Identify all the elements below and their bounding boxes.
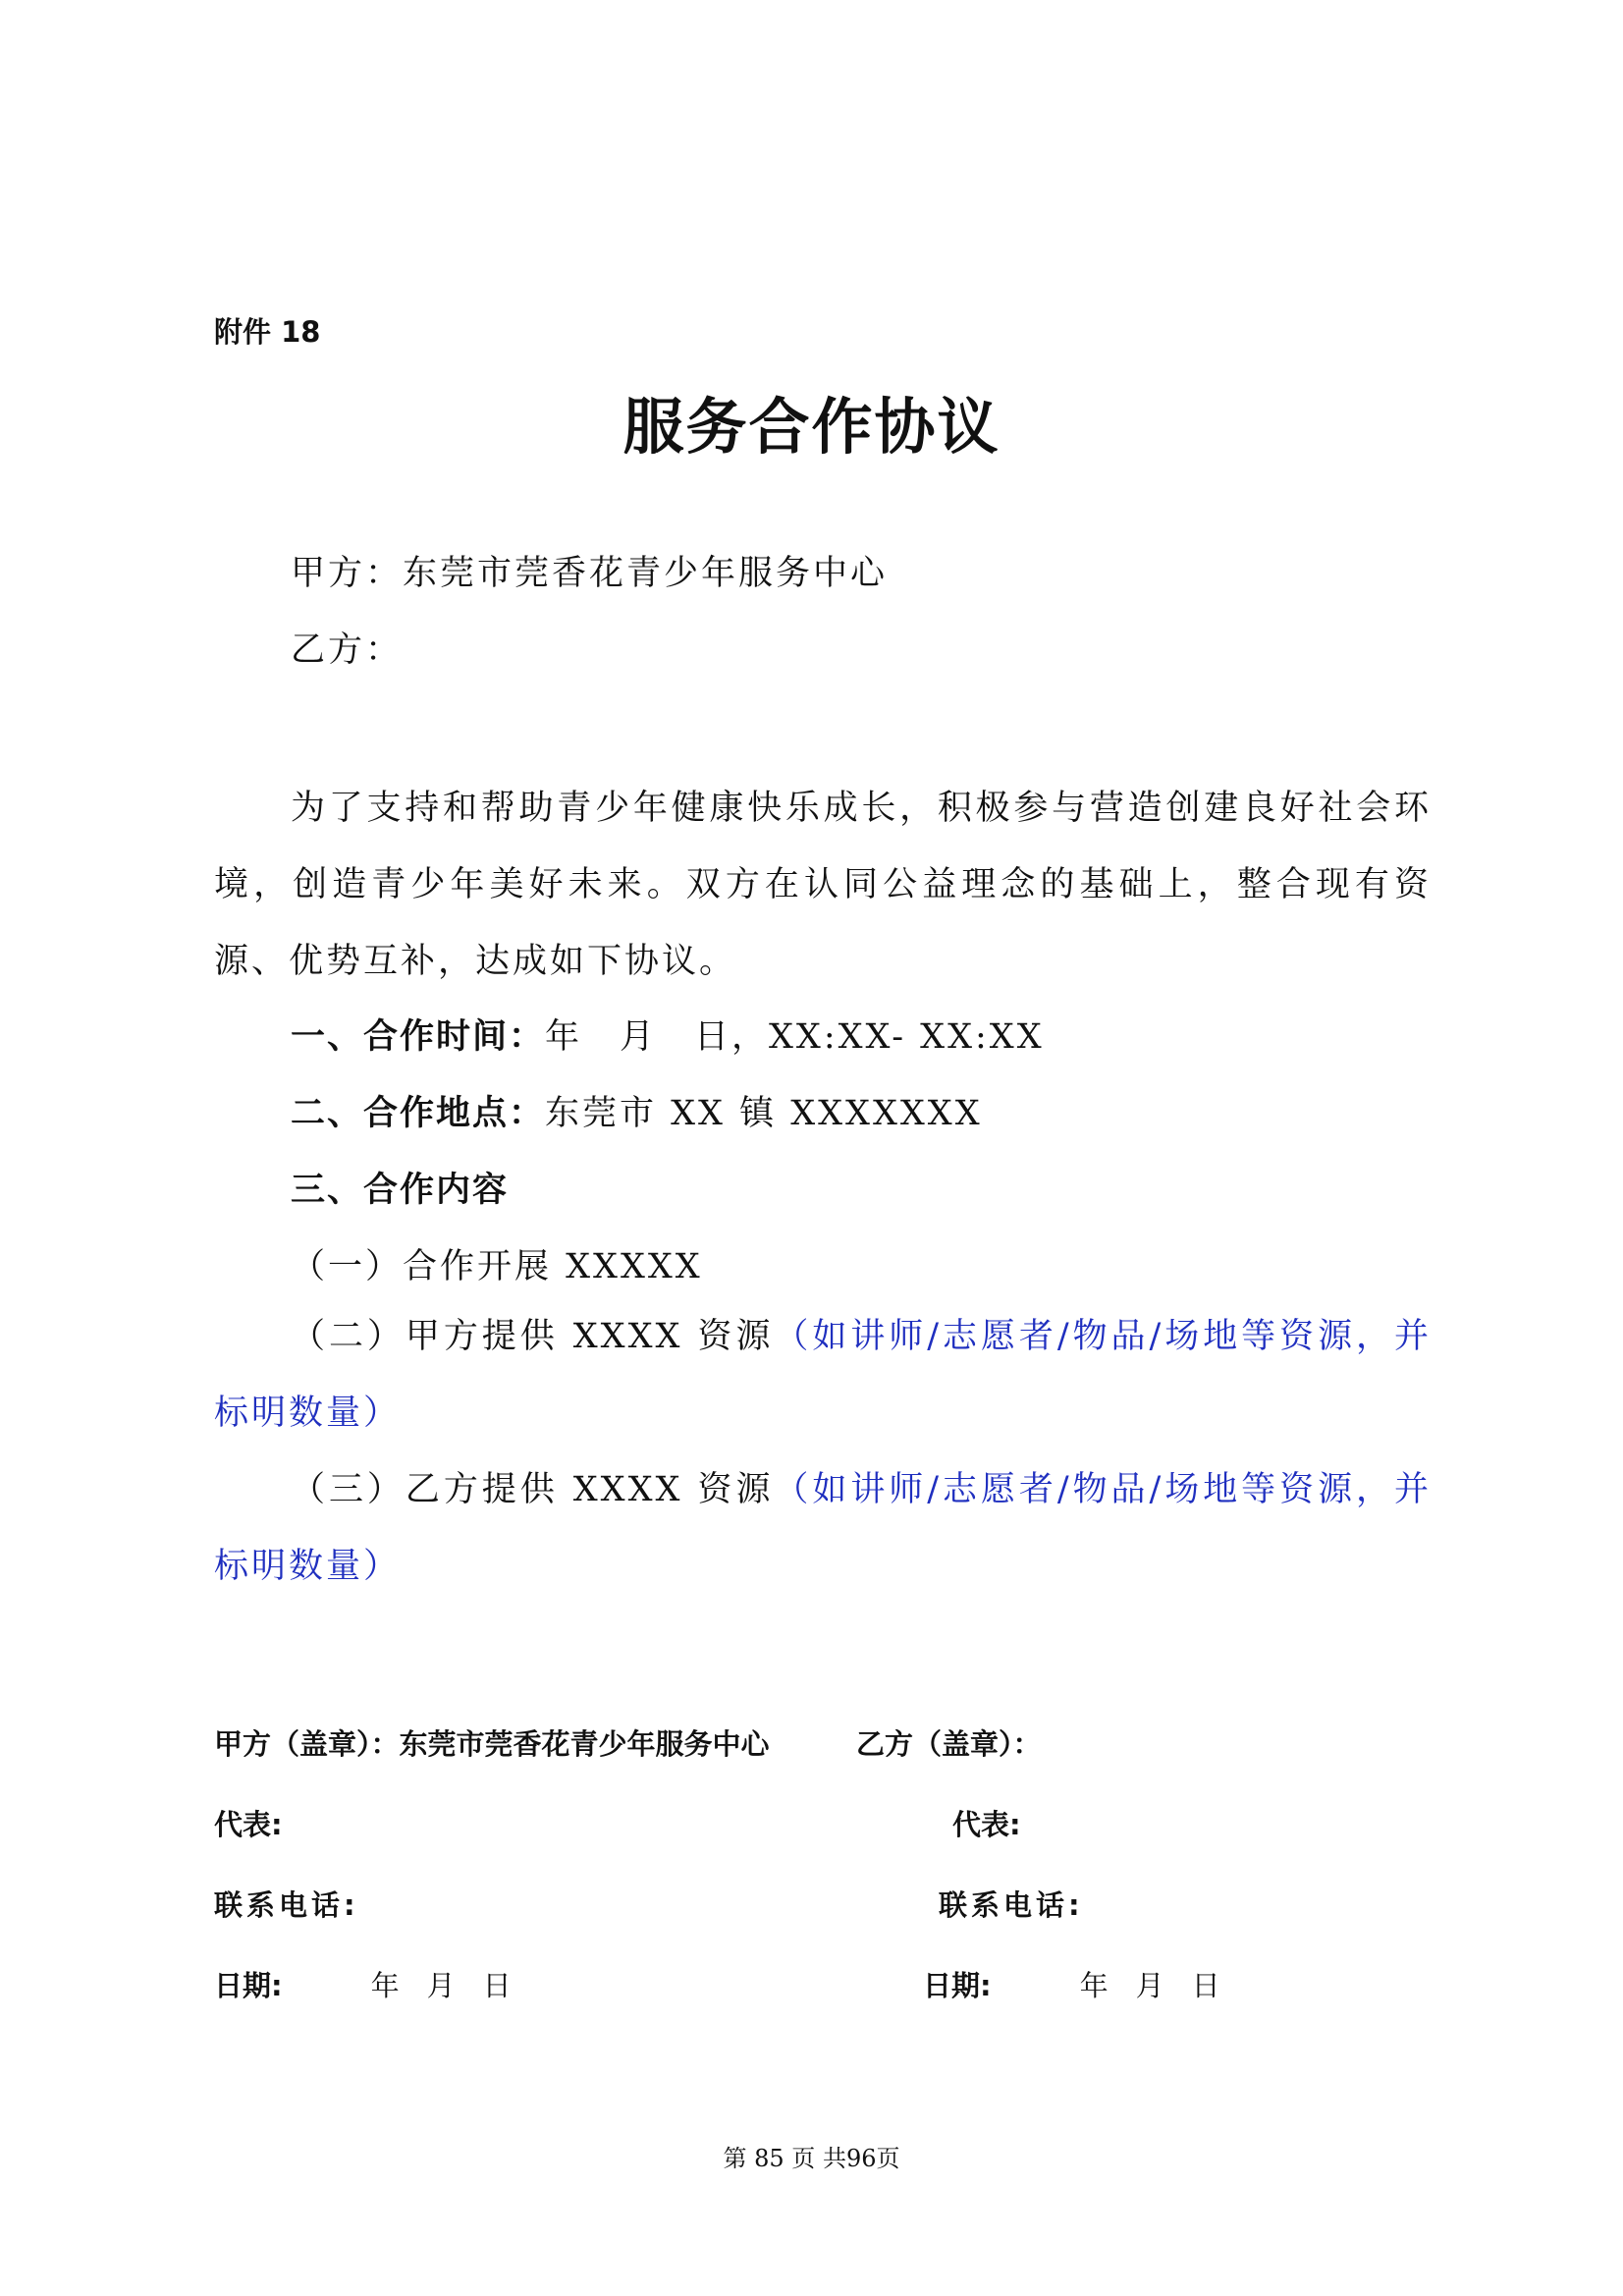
party-b-line	[291, 623, 403, 672]
section-time-value: 年 月 日，XX:XX- XX:XX	[545, 1017, 1045, 1057]
item-three	[214, 1451, 1432, 1605]
page-footer: 第 85 页 共96页	[723, 2145, 900, 2172]
party-b-label: 乙方：	[291, 630, 404, 670]
party-b-date-label: 日期:	[923, 1969, 992, 2002]
item-three-text: （三）乙方提供 XXXX 资源	[291, 1470, 775, 1509]
item-two-text: （二）甲方提供 XXXX 资源	[291, 1317, 775, 1356]
party-a-date	[214, 1964, 539, 2004]
party-b-rep-label: 代表:	[952, 1808, 1021, 1841]
party-a-rep-label: 代表:	[214, 1808, 283, 1841]
item-two	[214, 1298, 1432, 1451]
party-b-date-value: 年月日	[1079, 1969, 1248, 2002]
party-a-date-value: 年月日	[370, 1969, 539, 2002]
party-b-date	[923, 1964, 1248, 2004]
attachment-label: 附件 18	[214, 315, 321, 349]
document-title: 服务合作协议	[622, 391, 1001, 463]
section-location	[291, 1086, 983, 1135]
intro-paragraph: 为了支持和帮助青少年健康快乐成长，积极参与营造创建良好社会环境，创造青少年美好未来。双方在认同公益理念的基础上，整合现有资源、优势互补，达成如下协议。	[214, 789, 1432, 981]
party-a-label: 甲方：	[291, 554, 404, 593]
party-a-value: 东莞市莞香花青少年服务中心	[403, 554, 889, 593]
item-three-note: （如讲师/志愿者/物品/场地等资源，并标明数量）	[214, 1470, 1432, 1586]
section-time-heading: 一、合作时间：	[291, 1017, 546, 1057]
item-one: （一）合作开展 XXXXX	[291, 1247, 703, 1286]
section-content-heading: 三、合作内容	[291, 1171, 510, 1210]
party-b-phone-label: 联系电话:	[939, 1888, 1084, 1922]
section-location-value: 东莞市 XX 镇 XXXXXXX	[545, 1094, 983, 1133]
party-b-seal: 乙方（盖章）：	[856, 1727, 1042, 1761]
party-a-seal: 甲方（盖章）：东莞市莞香花青少年服务中心	[214, 1727, 770, 1761]
party-a-phone-label: 联系电话:	[214, 1888, 359, 1922]
party-a-date-label: 日期:	[214, 1969, 283, 2002]
section-location-heading: 二、合作地点：	[291, 1094, 546, 1133]
section-time	[291, 1010, 1045, 1059]
party-a-line	[291, 546, 888, 595]
item-two-note: （如讲师/志愿者/物品/场地等资源，并标明数量）	[214, 1317, 1432, 1433]
